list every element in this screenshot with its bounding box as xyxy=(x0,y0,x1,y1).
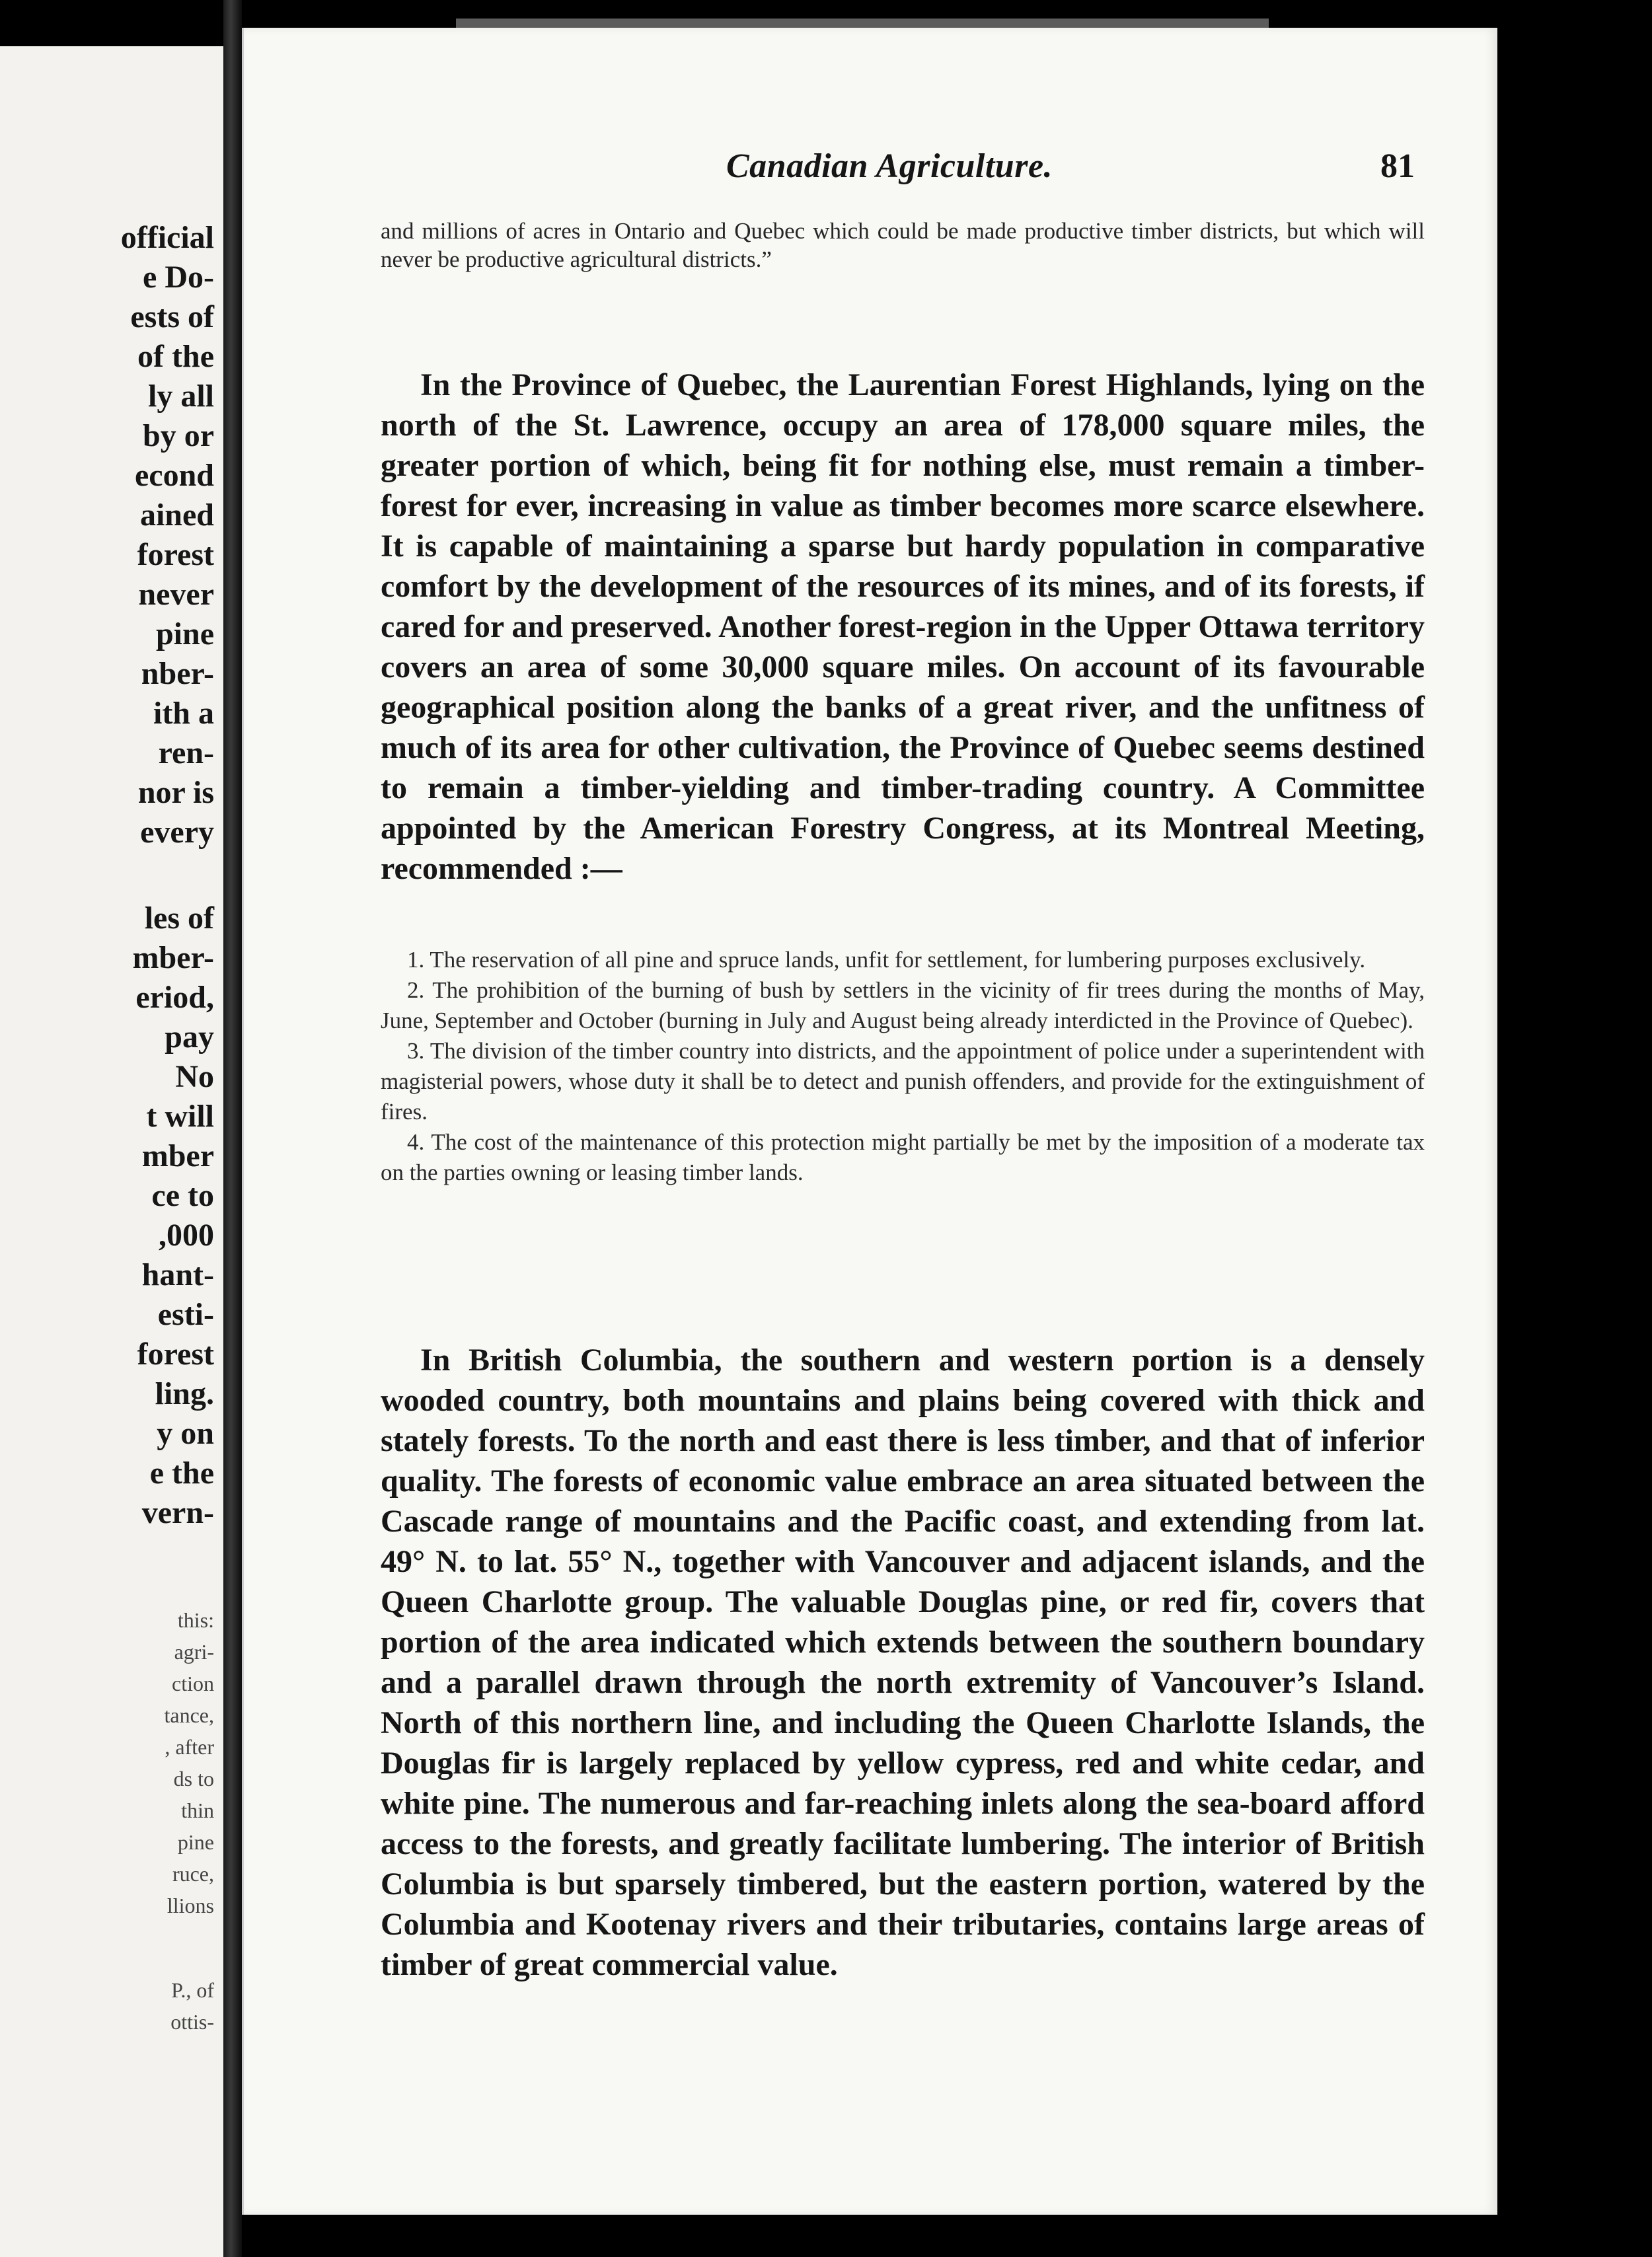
running-title: Canadian Agriculture. xyxy=(726,147,1053,185)
left-fragment: forest xyxy=(137,537,214,572)
paragraph-british-columbia: In British Columbia, the southern and western portion is a densely wooded country, both mountains and plains being covered with thick and stately forests. To the north and east there is less timber, and that of inferior quality. The forests of economic value embrace an area situated between the Cascade range of mountains and the Pacific coast, and extending from lat. 49° N. to lat. 55° N., together with Vancouver and adjacent islands, and the Queen Charlotte group. The valuable Douglas pine, or red fir, covers that portion of the area indicated which extends between the southern boundary and a parallel drawn through the north extremity of Vancouver’s Island. North of this northern line, and including the Queen Charlotte Islands, the Douglas fir is largely replaced by yellow cypress, red and white cedar, and white pine. The numerous and far-reaching inlets along the sea-board afford access to the forests, and greatly facilitate lumbering. The interior of British Columbia is but sparsely timbered, but the eastern portion, watered by the Columbia and Kootenay rivers and their tributaries, contains large areas of timber of great commercial value. xyxy=(381,1343,1425,1982)
page-header xyxy=(244,147,1433,200)
left-facing-page xyxy=(0,46,223,2257)
left-fragment: econd xyxy=(135,458,214,493)
recommendations-list xyxy=(381,945,1425,1188)
left-fragment: by or xyxy=(143,418,214,453)
left-fragment: y on xyxy=(157,1416,214,1451)
paragraph-quebec: In the Province of Quebec, the Laurentian Forest Highlands, lying on the north of the St. Lawrence, occupy an area of 178,000 square miles, the greater portion of which, being fit for nothing else, must remain a timber-forest for ever, increasing in value as timber becomes more scarce elsewhere. It is capable of maintaining a sparse but hardy population in comparative comfort by the development of the resources of its mines, and of its forests, if cared for and preserved. Another forest-region in the Upper Ottawa territory covers an area of some 30,000 square miles. On account of its favourable geographical position along the banks of a great river, and the unfitness of much of its area for other cultivation, the Province of Quebec seems destined to remain a timber-yielding and timber-trading country. A Committee appointed by the American Forestry Congress, at its Montreal Meeting, recommended :— xyxy=(381,367,1425,886)
left-fragment: hant- xyxy=(141,1257,214,1292)
left-fragment: thin xyxy=(181,1798,214,1822)
left-fragment: ruce, xyxy=(172,1862,214,1886)
left-fragment: this: xyxy=(177,1608,214,1632)
left-fragment: nor is xyxy=(137,775,214,810)
left-fragment: nber- xyxy=(141,656,214,691)
left-fragment: e Do- xyxy=(143,260,214,295)
left-fragment: ained xyxy=(139,498,214,533)
left-fragment: of the xyxy=(137,339,214,374)
left-fragment: esti- xyxy=(157,1297,214,1332)
left-fragment: eriod, xyxy=(135,980,214,1015)
list-item: 2. The prohibition of the burning of bush by settlers in the vicinity of fir trees during the months of May, June, September and October (burning in July and August being already interdicted in the Province of Quebec). xyxy=(381,977,1425,1033)
list-item: 4. The cost of the maintenance of this protection might partially be met by the imposition of a moderate tax on the parties owning or leasing timber lands. xyxy=(381,1129,1425,1185)
left-fragment: e the xyxy=(149,1456,214,1491)
list-item: 3. The division of the timber country into districts, and the appointment of police under a superintendent with magisterial powers, whose duty it shall be to detect and punish offenders, and provide for the extinguishment of fires. xyxy=(381,1038,1425,1125)
left-fragment: les of xyxy=(144,901,214,936)
right-page xyxy=(242,28,1497,2215)
left-fragment: P., of xyxy=(171,1978,214,2002)
left-fragment: ,000 xyxy=(159,1218,214,1253)
left-fragment: pay xyxy=(165,1019,214,1054)
left-fragment: ren- xyxy=(158,735,214,770)
left-fragment: ling. xyxy=(155,1376,214,1411)
left-fragment: forest xyxy=(137,1337,214,1372)
quote-continuation: and millions of acres in Ontario and Quebec which could be made productive timber districts, but which will never be productive agricultural districts.” xyxy=(381,218,1425,272)
left-fragment: , after xyxy=(165,1735,214,1759)
left-fragment: mber xyxy=(141,1138,214,1173)
left-fragment: pine xyxy=(155,616,214,651)
left-fragment: No xyxy=(175,1059,214,1094)
left-fragment: pine xyxy=(177,1830,214,1854)
book-gutter xyxy=(223,0,242,2257)
left-fragment: never xyxy=(138,577,214,612)
left-fragment: agri- xyxy=(174,1640,214,1664)
left-fragment: ds to xyxy=(173,1767,214,1791)
left-fragment: ce to xyxy=(151,1178,214,1213)
left-fragment: vern- xyxy=(141,1495,214,1530)
left-fragment: ly all xyxy=(147,379,214,414)
left-fragment: ction xyxy=(172,1672,214,1695)
left-fragment: t will xyxy=(146,1099,214,1134)
left-fragment: llions xyxy=(167,1894,214,1917)
left-fragment: mber- xyxy=(132,940,214,975)
left-fragment: ests of xyxy=(130,299,214,334)
list-item: 1. The reservation of all pine and spruce lands, unfit for settlement, for lumbering purposes exclusively. xyxy=(407,947,1366,973)
left-fragment: every xyxy=(140,815,214,850)
left-fragment: ottis- xyxy=(170,2010,214,2034)
left-fragment: ith a xyxy=(153,696,214,731)
left-fragment: tance, xyxy=(164,1703,214,1727)
page-number: 81 xyxy=(1380,147,1415,185)
left-fragment: official xyxy=(120,220,214,255)
